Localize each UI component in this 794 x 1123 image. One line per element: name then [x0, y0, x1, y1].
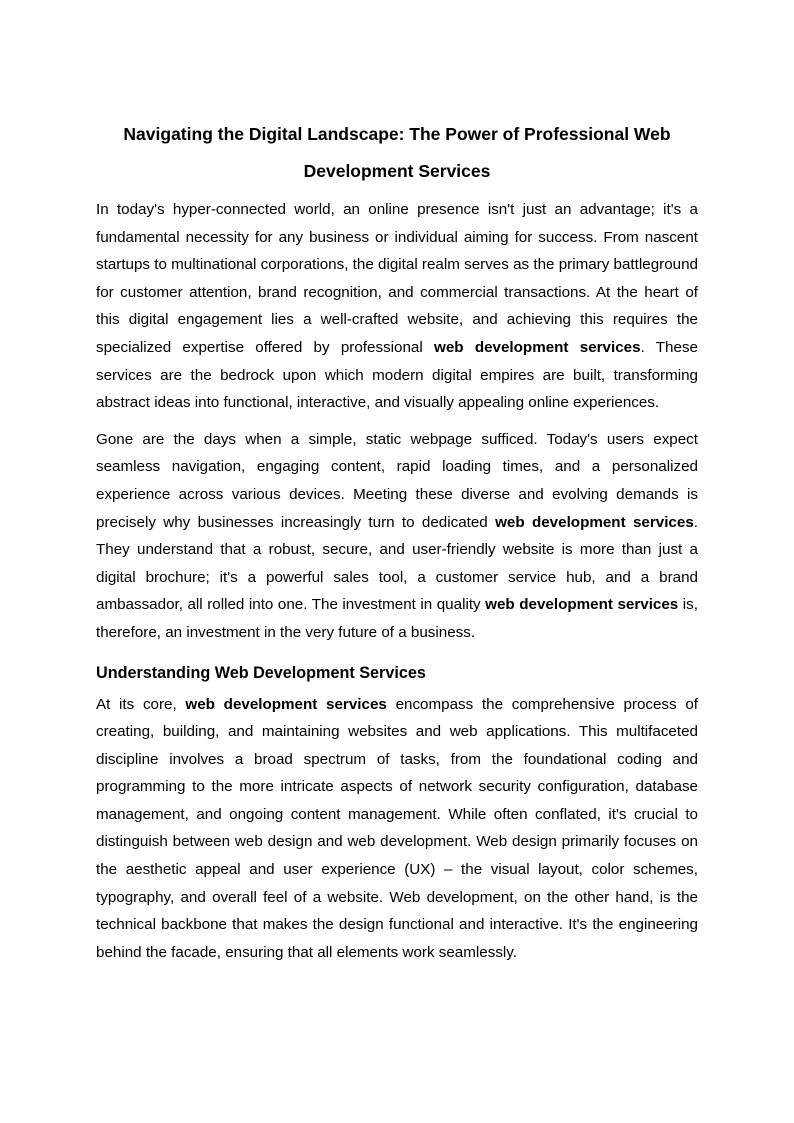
section-paragraph	[96, 691, 698, 967]
second-bold-keyword-2: web development services	[485, 596, 679, 614]
intro-text-2: . These services are the bedrock upon which modern digital empires are built, transforming abstract ideas into functional, interactive, and visually appealing online experiences.	[96, 338, 698, 412]
section-text-2: encompass the comprehensive process of creating, building, and maintaining websites and web applications. This multifaceted discipline involves a broad spectrum of tasks, from the foundational coding and programming to the more intricate aspects of network security configuration, database management, and ongoing content management. While often conflated, it's crucial to distinguish between web design and web development. Web design primarily focuses on the aesthetic appeal and user experience (UX) – the visual layout, color schemes, typography, and overall feel of a website. Web development, on the other hand, is the technical backbone that makes the design functional and interactive. It's the engineering behind the facade, ensuring that all elements work seamlessly.	[96, 695, 698, 961]
document-title: Navigating the Digital Landscape: The Power of Professional Web Development Services	[123, 124, 671, 181]
intro-text-1: In today's hyper-connected world, an online presence isn't just an advantage; it's a fundamental necessity for any business or individual aiming for success. From nascent startups to multinational corporations, the digital realm serves as the primary battleground for customer attention, brand recognition, and commercial transactions. At the heart of this digital engagement lies a well-crafted website, and achieving this requires the specialized expertise offered by professional	[96, 201, 698, 356]
intro-bold-keyword: web development services	[434, 338, 641, 356]
second-text-3: is, therefore, an investment in the very future of a business.	[96, 596, 698, 641]
intro-paragraph	[96, 196, 698, 417]
second-bold-keyword-1: web development services	[495, 513, 694, 531]
second-text-2: . They understand that a robust, secure, and user-friendly website is more than just a digital brochure; it's a powerful sales tool, a customer service hub, and a brand ambassador, all rolled into one. The investment in quality	[96, 513, 698, 614]
section-text-1: At its core,	[96, 695, 186, 713]
second-text-1: Gone are the days when a simple, static webpage sufficed. Today's users expect seamless navigation, engaging content, rapid loading times, and a personalized experience across various devices. Meeting these diverse and evolving demands is precisely why businesses increasingly turn to dedicated	[96, 430, 698, 531]
section-bold-keyword: web development services	[185, 695, 387, 713]
second-paragraph	[96, 426, 698, 647]
section-heading-understanding: Understanding Web Development Services	[96, 663, 426, 682]
